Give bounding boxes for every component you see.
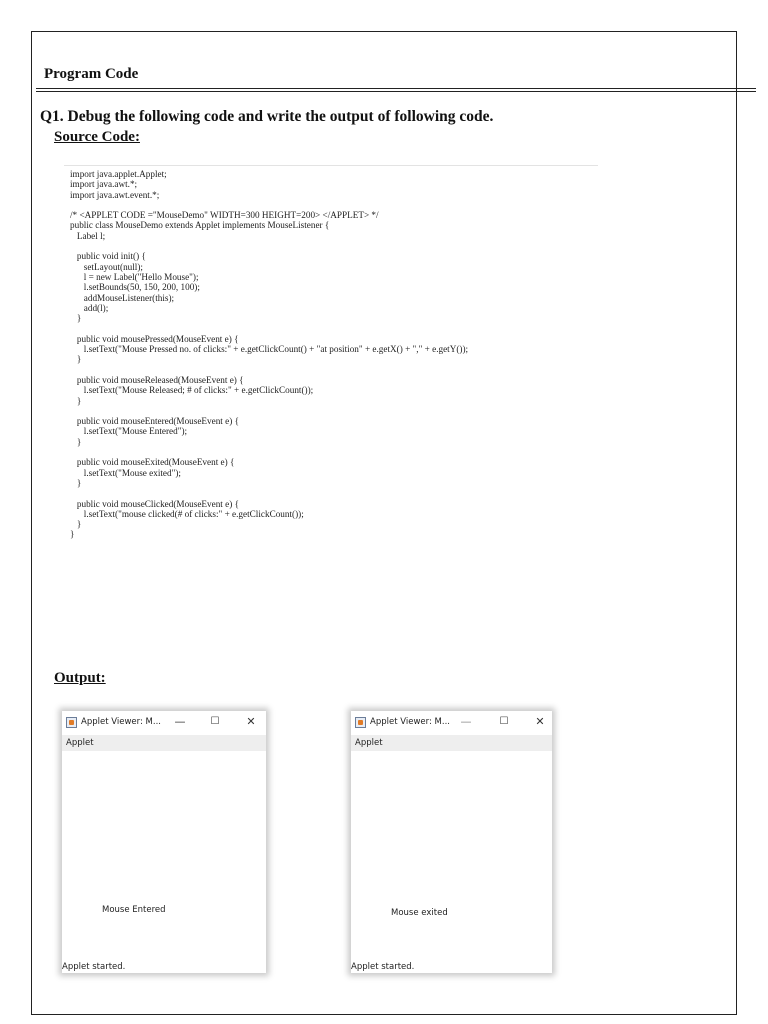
double-rule-top	[36, 88, 756, 89]
code-line: public void mouseExited(MouseEvent e) {	[70, 457, 235, 468]
code-line: import java.awt.*;	[70, 179, 138, 190]
code-line: l.setText("Mouse Pressed no. of clicks:" + e.getClickCount() + "at position" + e.getX() + "," + e.getY());	[70, 344, 469, 355]
source-code-heading: Source Code:	[54, 129, 140, 145]
section-title: Program Code	[44, 66, 139, 82]
java-app-icon	[66, 717, 77, 728]
code-line: }	[70, 354, 82, 365]
code-line: }	[70, 519, 82, 530]
applet-viewer-window-1[interactable]	[62, 711, 266, 973]
applet-canvas[interactable]	[62, 751, 266, 961]
minimize-button[interactable]: —	[460, 715, 472, 728]
code-line: l.setBounds(50, 150, 200, 100);	[70, 282, 200, 293]
code-line: public void mousePressed(MouseEvent e) {	[70, 333, 239, 344]
applet-menu-label[interactable]: Applet	[66, 738, 94, 748]
code-line: }	[70, 313, 82, 324]
code-line: l.setText("Mouse exited");	[70, 467, 181, 478]
code-line: l.setText("Mouse Entered");	[70, 426, 188, 437]
code-line	[70, 200, 670, 210]
code-line: import java.awt.event.*;	[70, 189, 160, 200]
code-line: addMouseListener(this);	[70, 292, 175, 303]
code-line: public void mouseEntered(MouseEvent e) {	[70, 416, 239, 427]
close-button[interactable]: ✕	[535, 715, 545, 728]
code-line: Label l;	[70, 230, 106, 241]
code-line: public void init() {	[70, 251, 146, 262]
applet-menu[interactable]	[62, 735, 266, 751]
question-text: Q1. Debug the following code and write the output of following code.	[40, 108, 494, 125]
applet-menu[interactable]	[351, 735, 552, 751]
code-line: l.setText("mouse clicked(# of clicks:" + e.getClickCount());	[70, 508, 304, 519]
window-title: Applet Viewer: M...	[370, 717, 450, 727]
code-line: }	[70, 529, 75, 540]
mouse-status-label: Mouse Entered	[102, 905, 166, 915]
code-line: /* <APPLET CODE ="MouseDemo" WIDTH=300 HEIGHT=200> </APPLET> */	[70, 210, 379, 221]
java-app-icon	[355, 717, 366, 728]
code-line	[70, 323, 670, 333]
code-line: public class MouseDemo extends Applet implements MouseListener {	[70, 220, 330, 231]
status-bar: Applet started.	[351, 962, 415, 972]
code-line	[70, 365, 670, 375]
applet-canvas[interactable]	[351, 751, 552, 961]
code-line: add(l);	[70, 302, 109, 313]
code-line: setLayout(null);	[70, 261, 143, 272]
applet-menu-label[interactable]: Applet	[355, 738, 383, 748]
code-line: }	[70, 436, 82, 447]
code-line: }	[70, 477, 82, 488]
maximize-button[interactable]: ☐	[210, 716, 220, 727]
code-line	[70, 406, 670, 416]
code-line: public void mouseClicked(MouseEvent e) {	[70, 498, 239, 509]
code-line: l = new Label("Hello Mouse");	[70, 271, 199, 282]
code-line	[70, 447, 670, 457]
output-heading: Output:	[54, 670, 106, 686]
code-line	[70, 241, 670, 251]
maximize-button[interactable]: ☐	[499, 716, 509, 727]
code-line: import java.applet.Applet;	[70, 169, 167, 179]
code-line	[70, 488, 670, 498]
code-line: public void mouseReleased(MouseEvent e) {	[70, 374, 244, 385]
code-divider	[64, 165, 598, 166]
window-title: Applet Viewer: M...	[81, 717, 161, 727]
applet-viewer-window-2[interactable]	[351, 711, 552, 973]
window-titlebar[interactable]	[62, 711, 266, 735]
window-titlebar[interactable]	[351, 711, 552, 735]
source-code-block	[70, 169, 670, 540]
mouse-status-label: Mouse exited	[391, 908, 448, 918]
double-rule-bottom	[36, 91, 756, 92]
status-bar: Applet started.	[62, 962, 126, 972]
close-button[interactable]: ✕	[246, 715, 256, 728]
minimize-button[interactable]: —	[174, 715, 186, 728]
code-line: }	[70, 395, 82, 406]
code-line: l.setText("Mouse Released; # of clicks:" + e.getClickCount());	[70, 385, 314, 396]
